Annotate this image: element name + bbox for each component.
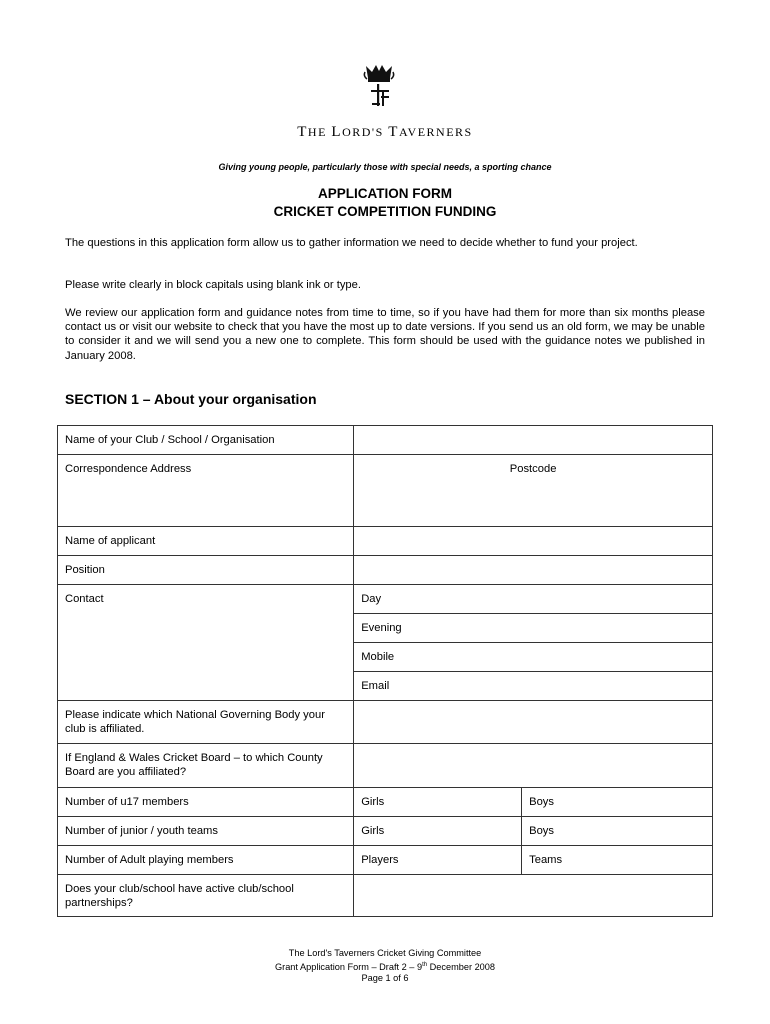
form-title-line1: APPLICATION FORM xyxy=(318,186,452,201)
field-label: Name of applicant xyxy=(58,527,354,556)
form-row-adult xyxy=(58,846,713,875)
form-row-junior xyxy=(58,817,713,846)
form-title-line2: CRICKET COMPETITION FUNDING xyxy=(273,204,497,219)
tagline: Giving young people, particularly those with special needs, a sporting chance xyxy=(218,162,552,172)
county-board-input[interactable] xyxy=(354,744,713,788)
email-label: Email xyxy=(361,680,390,692)
postcode-label: Postcode xyxy=(509,463,557,475)
girls-label: Girls xyxy=(361,796,385,808)
junior-girls-input[interactable] xyxy=(354,817,522,846)
adult-teams-input[interactable] xyxy=(522,846,713,875)
intro-paragraph-2: Please write clearly in block capitals using blank ink or type. xyxy=(65,279,361,291)
mobile-input[interactable] xyxy=(354,643,713,672)
day-phone-input[interactable] xyxy=(354,585,713,614)
intro-paragraph-3: We review our application form and guidance notes from time to time, so if you have had them for more than six months please contact us or visit our website to check that you have the most up to date versions. If you send us an old form, we may be unable to consider it and we will send you a new one to complete. This form should be used with the guidance notes we published in January 2008. xyxy=(65,307,705,362)
section-heading: SECTION 1 – About your organisation xyxy=(65,391,317,407)
mobile-label: Mobile xyxy=(361,651,395,663)
boys-label: Boys xyxy=(529,825,554,837)
form-row-position xyxy=(58,556,713,585)
email-input[interactable] xyxy=(354,672,713,701)
form-row-address xyxy=(58,455,713,527)
form-title xyxy=(0,185,770,221)
teams-label: Teams xyxy=(529,854,563,866)
ngb-input[interactable] xyxy=(354,701,713,744)
adult-players-input[interactable] xyxy=(354,846,522,875)
evening-phone-input[interactable] xyxy=(354,614,713,643)
u17-boys-input[interactable] xyxy=(522,788,713,817)
day-label: Day xyxy=(361,593,382,605)
position-input[interactable] xyxy=(354,556,713,585)
field-label: Please indicate which National Governing Body your club is affiliated. xyxy=(58,701,354,744)
footer-draft: Grant Application Form – Draft 2 – 9th December 2008 xyxy=(274,961,496,972)
field-label: Number of junior / youth teams xyxy=(58,817,354,846)
field-label: If England & Wales Cricket Board – to which County Board are you affiliated? xyxy=(58,744,354,788)
junior-boys-input[interactable] xyxy=(522,817,713,846)
organisation-name: THE LORD'S TAVERNERS xyxy=(297,124,473,140)
field-label: Correspondence Address xyxy=(58,455,354,527)
field-label: Number of Adult playing members xyxy=(58,846,354,875)
page-footer xyxy=(0,948,770,985)
players-label: Players xyxy=(361,854,399,866)
form-row-club-name xyxy=(58,426,713,455)
applicant-name-input[interactable] xyxy=(354,527,713,556)
form-row-contact-day xyxy=(58,585,713,614)
form-row-applicant xyxy=(58,527,713,556)
form-row-county xyxy=(58,744,713,788)
form-row-ngb xyxy=(58,701,713,744)
organisation-form-table xyxy=(57,425,713,917)
u17-girls-input[interactable] xyxy=(354,788,522,817)
club-name-input[interactable] xyxy=(354,426,713,455)
form-row-u17 xyxy=(58,788,713,817)
intro-paragraph-1: The questions in this application form allow us to gather information we need to decide whether to fund your project. xyxy=(65,237,638,249)
evening-label: Evening xyxy=(361,622,402,634)
field-label: Position xyxy=(58,556,354,585)
field-label: Name of your Club / School / Organisation xyxy=(58,426,354,455)
field-label: Number of u17 members xyxy=(58,788,354,817)
boys-label: Boys xyxy=(529,796,554,808)
lords-taverners-crest-icon xyxy=(362,62,396,108)
footer-committee: The Lord's Taverners Cricket Giving Committee xyxy=(288,948,482,958)
footer-page-number: Page 1 of 6 xyxy=(361,973,409,984)
address-input[interactable] xyxy=(354,455,713,527)
partnerships-input[interactable] xyxy=(354,875,713,917)
girls-label: Girls xyxy=(361,825,385,837)
field-label: Contact xyxy=(58,585,354,701)
form-row-partnerships xyxy=(58,875,713,917)
field-label: Does your club/school have active club/school partnerships? xyxy=(58,875,354,917)
